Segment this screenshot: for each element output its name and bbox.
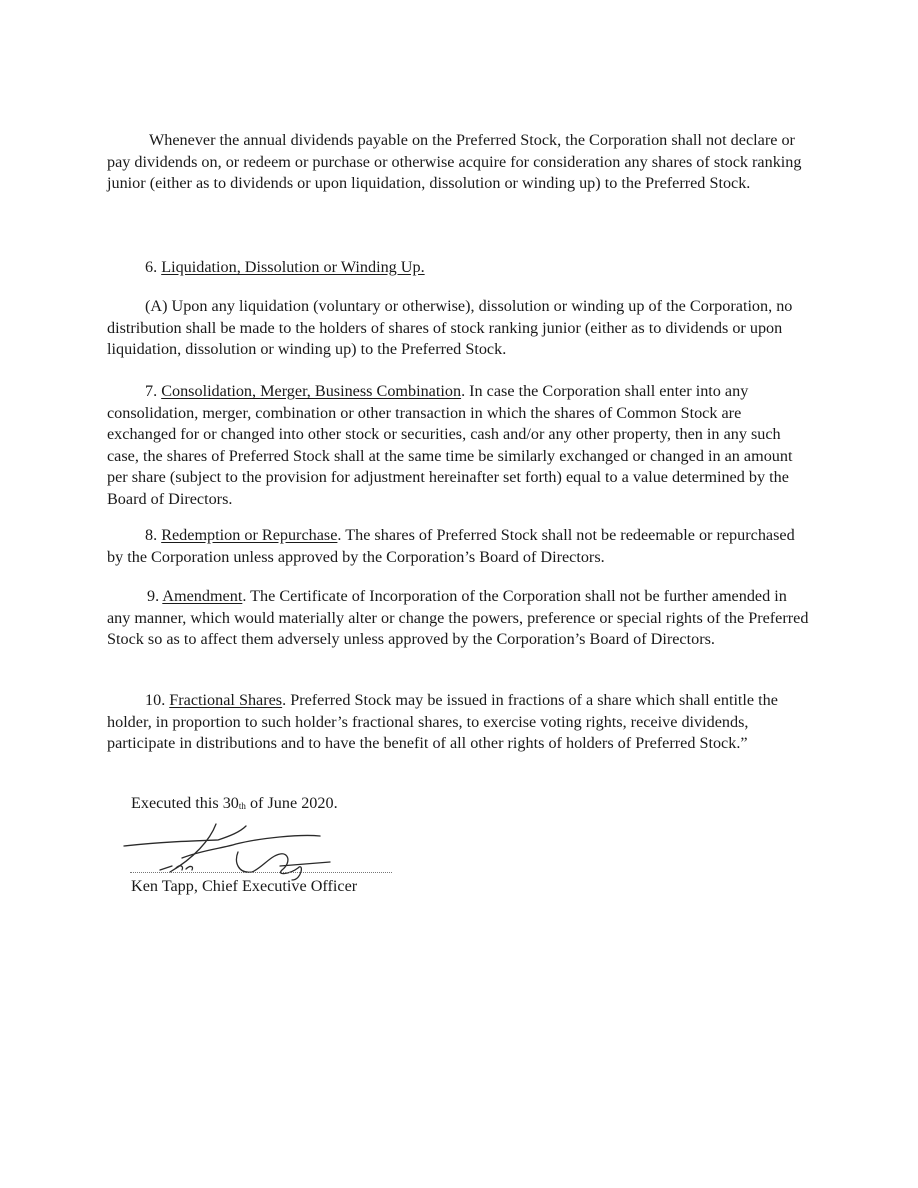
handwritten-signature: [120, 822, 400, 882]
signer-name-title: Ken Tapp, Chief Executive Officer: [131, 877, 358, 895]
section-9: 9. Amendment. The Certificate of Incorporation of the Corporation shall not be further amended in any manner, which would materially alter or change the powers, preference or special rights of the Preferred Stock so as to affect them adversely unless approved by the Corporation’s Board of Directors.: [107, 587, 809, 649]
section-10: 10. Fractional Shares. Preferred Stock may be issued in fractions of a share which shall entitle the holder, in proportion to such holder’s fractional shares, to exercise voting rights, receive dividends, participate in distributions and to have the benefit of all other rights of holders of Preferred Stock.”: [107, 691, 778, 753]
signature-line: [130, 872, 392, 873]
paragraph-dividends: Whenever the annual dividends payable on the Preferred Stock, the Corporation shall not declare or pay dividends on, or redeem or purchase or otherwise acquire for consideration any shares of stock ranking junior (either as to dividends or upon liquidation, dissolution or winding up) to the Preferred Stock.: [107, 131, 802, 193]
section-8: 8. Redemption or Repurchase. The shares of Preferred Stock shall not be redeemable or repurchased by the Corporation unless approved by the Corporation’s Board of Directors.: [107, 526, 795, 566]
execution-date: Executed this $30_{th}$ of June 2020.: [131, 794, 338, 812]
section-heading: Fractional Shares: [169, 691, 283, 709]
section-heading: Redemption or Repurchase: [161, 526, 338, 544]
section-heading: Amendment: [162, 587, 243, 605]
section-heading: Liquidation, Dissolution or Winding Up.: [161, 258, 425, 276]
section-heading: Consolidation, Merger, Business Combination: [161, 382, 462, 400]
section-7: 7. Consolidation, Merger, Business Combination. In case the Corporation shall enter into any consolidation, merger, combination or other transaction in which the shares of Common Stock are exchanged for or changed into other stock or securities, cash and/or any other property, then in any such case, the shares of Preferred Stock shall at the same time be similarly exchanged or changed in an amount per share (subject to the provision for adjustment hereinafter set forth) equal to a value determined by the Board of Directors.: [107, 382, 793, 508]
section-6a: (A) Upon any liquidation (voluntary or otherwise), dissolution or winding up of the Corporation, no distribution shall be made to the holders of shares of stock ranking junior (either as to dividends or upon liquidation, dissolution or winding up) to the Preferred Stock.: [107, 297, 793, 359]
section-6-heading: 6. Liquidation, Dissolution or Winding Up.: [145, 258, 425, 276]
